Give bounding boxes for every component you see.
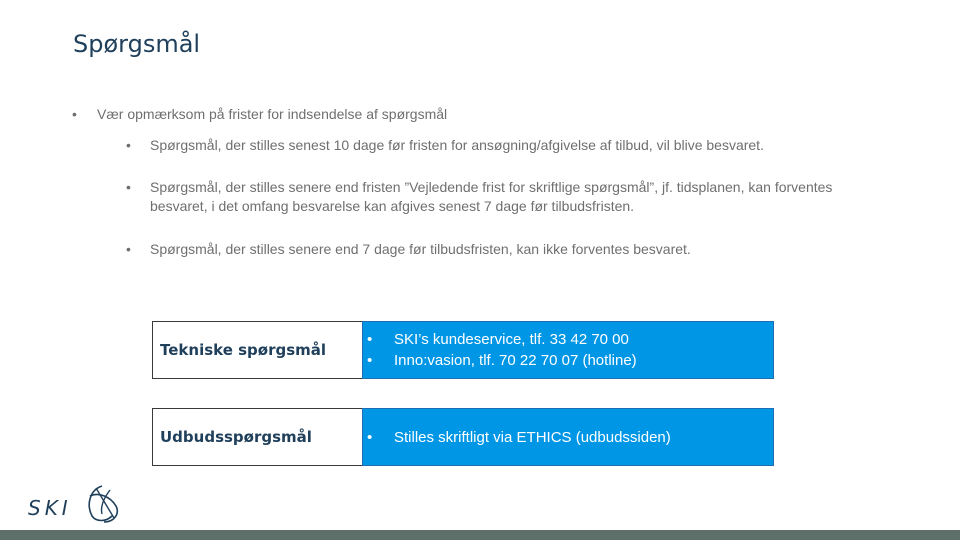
bullet-marker: • [367, 352, 373, 369]
contact-item-text: SKI’s kundeservice, tlf. 33 42 70 00 [394, 331, 629, 348]
row-label: Udbudsspørgsmål [152, 408, 369, 466]
bullet-marker: • [72, 106, 77, 122]
contact-item [367, 350, 773, 371]
contact-row-technical [152, 321, 770, 379]
sub-bullet-text: Spørgsmål, der stilles senere end 7 dage før tilbudsfristen, kan ikke forventes besvaret. [150, 241, 691, 257]
bullet-marker: • [126, 241, 131, 257]
main-bullet-text: Vær opmærksom på frister for indsendelse af spørgsmål [97, 106, 448, 122]
contact-item-text: Inno:vasion, tlf. 70 22 70 07 (hotline) [394, 352, 637, 369]
contact-item [367, 427, 773, 448]
ski-swirl-icon [80, 482, 124, 526]
sub-bullet-text: Spørgsmål, der stilles senest 10 dage før fristen for ansøgning/afgivelse af tilbud, vil blive besvaret. [150, 137, 764, 153]
contact-info-box [362, 408, 774, 466]
logo-text: SKI [28, 496, 72, 520]
bullet-marker: • [126, 137, 131, 153]
contact-row-tender [152, 408, 770, 466]
contact-info-box [362, 321, 774, 379]
slide-title: Spørgsmål [73, 30, 201, 58]
ski-logo [28, 482, 128, 527]
footer-bar [0, 530, 960, 540]
contact-item [367, 329, 773, 350]
bullet-marker: • [367, 428, 373, 446]
contact-item-text: Stilles skriftligt via ETHICS (udbudssiden) [394, 428, 671, 446]
sub-bullet-text: Spørgsmål, der stilles senere end fristen ”Vejledende frist for skriftlige spørgsmål”, jf. tidsplanen, kan forventes besvaret, i det omfang besvarelse kan afgives senest 7 dage før tilbudsfristen. [150, 179, 833, 214]
row-label: Tekniske spørgsmål [152, 321, 369, 379]
bullet-marker: • [126, 179, 131, 195]
bullet-marker: • [367, 331, 373, 348]
